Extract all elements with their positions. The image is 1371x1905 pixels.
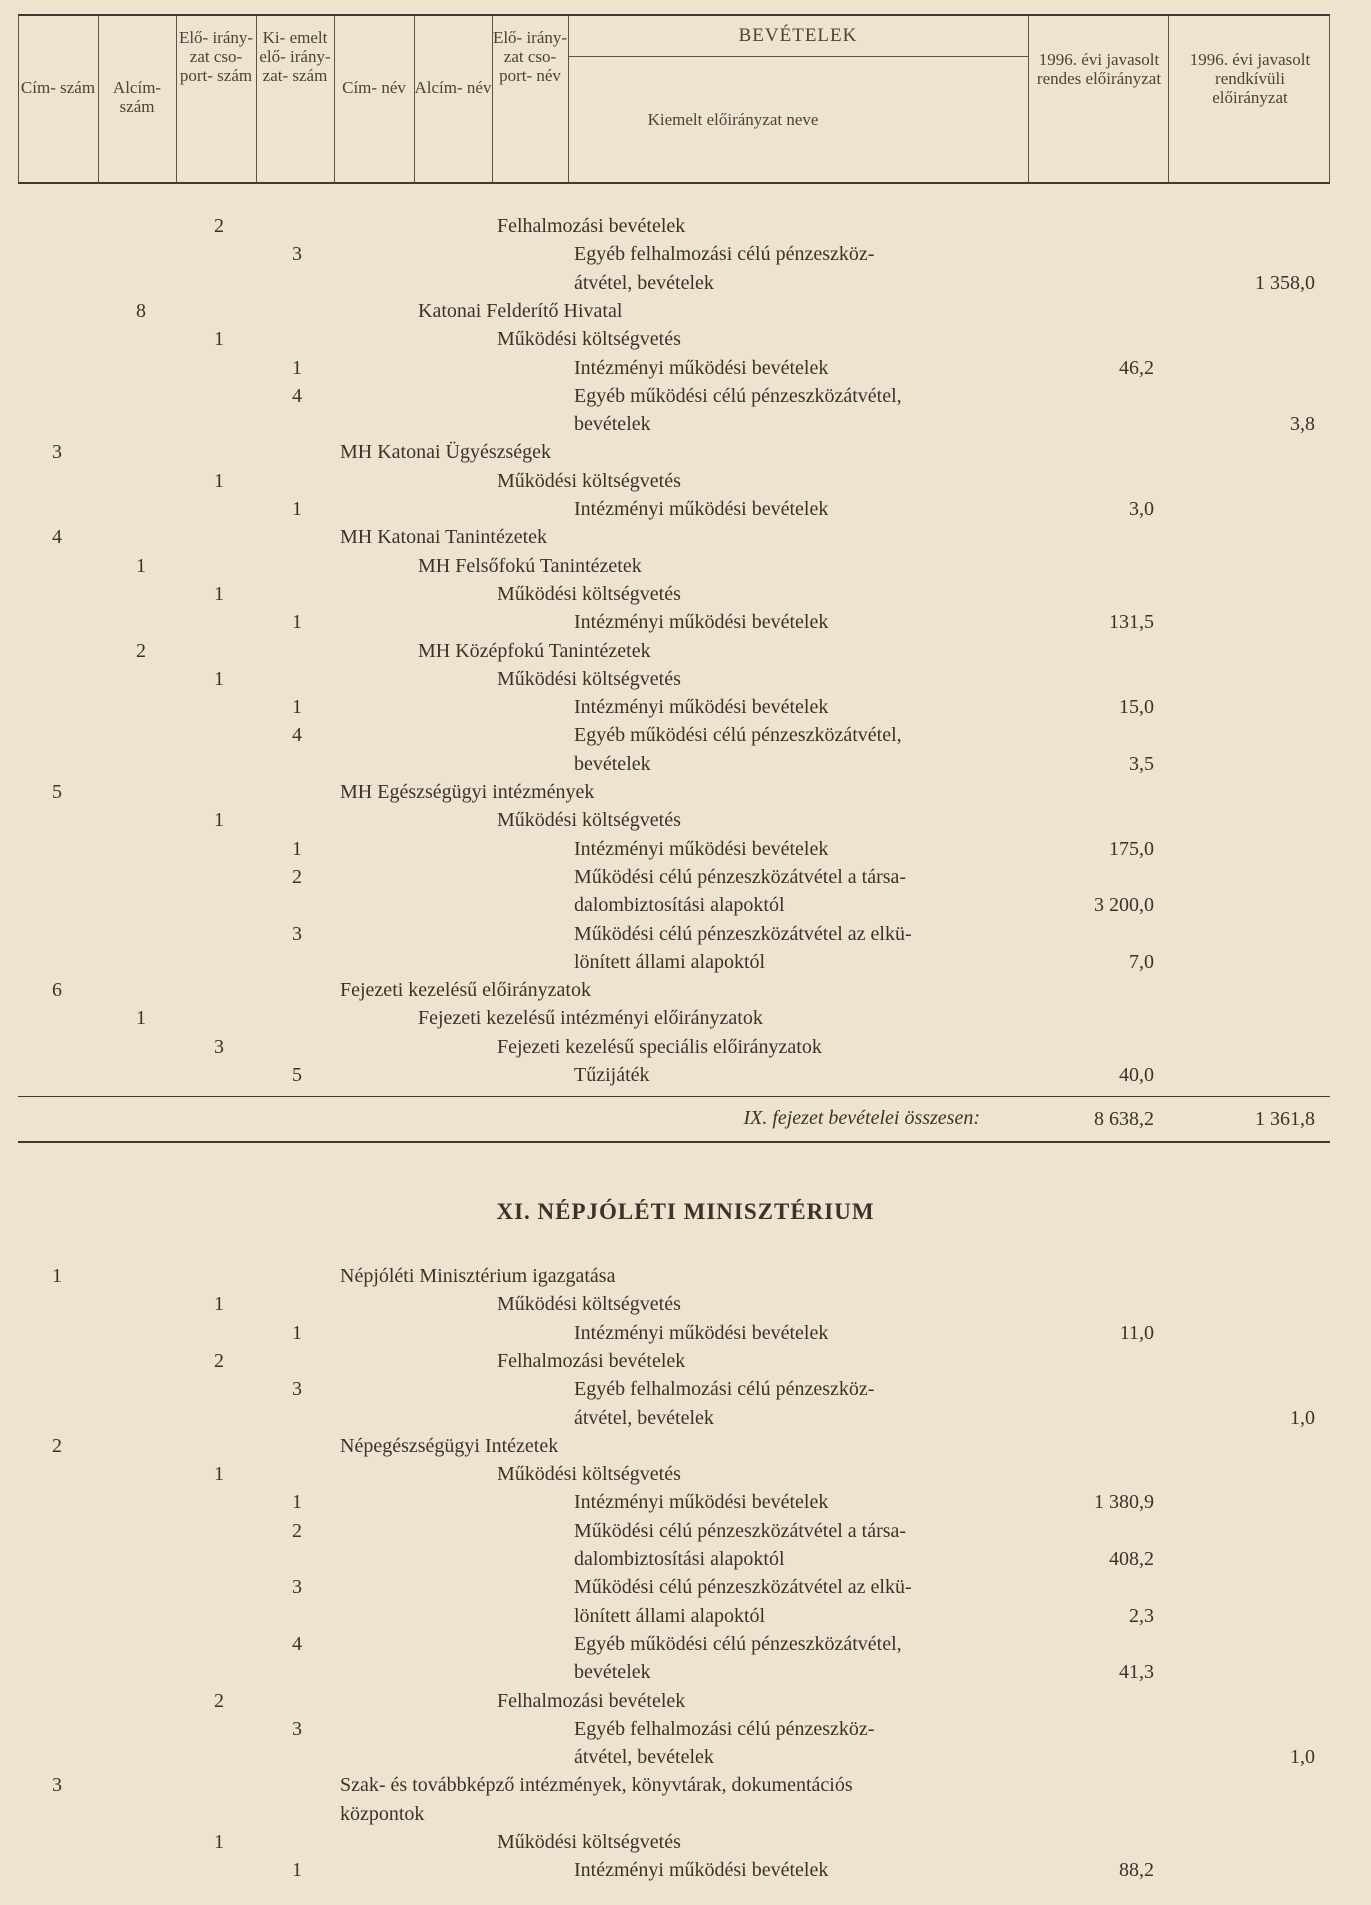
header-alcim-nev: Alcím- név [414, 78, 492, 97]
row-rendes-value: 15,0 [1119, 696, 1154, 719]
row-number: 1 [214, 1831, 224, 1853]
row-label: Népjóléti Minisztérium igazgatása [340, 1265, 616, 1287]
row-label: Egyéb működési célú pénzeszközátvétel, [574, 724, 902, 747]
row-label: Egyéb felhalmozási célú pénzeszköz- [574, 1378, 875, 1401]
row-label: MH Egészségügyi intézmények [340, 781, 595, 803]
row-label: bevételek [574, 1661, 651, 1684]
row-number: 1 [292, 356, 302, 379]
row-label: Tűzijáték [574, 1064, 650, 1086]
row-label: Fejezeti kezelésű speciális előirányzatok [497, 1035, 822, 1058]
row-label: átvétel, bevételek [574, 1406, 714, 1429]
total-rendes: 8 638,2 [1094, 1108, 1154, 1130]
row-number: 3 [214, 1035, 224, 1058]
row-label: Katonai Felderítő Hivatal [418, 299, 623, 322]
row-rendes-value: 131,5 [1109, 611, 1154, 634]
row-label: dalombiztosítási alapoktól [574, 894, 785, 917]
row-label: MH Katonai Tanintézetek [340, 526, 548, 549]
row-label: Működési célú pénzeszközátvétel az elkü- [574, 922, 912, 945]
row-number: 1 [214, 1293, 224, 1316]
row-number: 3 [292, 243, 302, 266]
row-number: 2 [52, 1434, 62, 1457]
row-label: Működési célú pénzeszközátvétel a társa- [574, 1519, 907, 1542]
total-label: IX. fejezet bevételei összesen: [743, 1107, 980, 1129]
row-number: 2 [214, 215, 224, 237]
row-label: Intézményi működési bevételek [574, 837, 829, 860]
row-number: 1 [214, 469, 224, 492]
row-number: 1 [214, 809, 224, 832]
row-label: Intézményi működési bevételek [574, 696, 829, 719]
header-cim-szam: Cím- szám [20, 78, 96, 97]
row-number: 2 [292, 865, 302, 888]
row-label: Szak- és továbbképző intézmények, könyvtárak, dokumentációs [340, 1774, 853, 1797]
row-number: 1 [136, 554, 146, 577]
row-number: 4 [292, 1632, 302, 1655]
row-label: Működési költségvetés [497, 469, 681, 492]
row-rendes-value: 41,3 [1119, 1661, 1154, 1684]
section-title: XI. NÉPJÓLÉTI MINISZTÉRIUM [496, 1199, 875, 1224]
row-number: 1 [292, 498, 302, 520]
row-label: Felhalmozási bevételek [497, 1689, 686, 1712]
row-label: bevételek [574, 413, 651, 436]
row-label: Egyéb felhalmozási célú pénzeszköz- [574, 243, 875, 266]
row-number: 1 [136, 1007, 146, 1030]
row-rendes-value: 3,5 [1129, 752, 1154, 775]
header-eloiranyzat-csoport-szam: Elő- irány- zat cso- port- szám [178, 28, 254, 85]
row-label: bevételek [574, 752, 651, 775]
header-cim-nev: Cím- név [342, 78, 406, 97]
row-label: Működési költségvetés [497, 1293, 681, 1316]
row-label: központok [340, 1802, 425, 1825]
row-label: Működési költségvetés [497, 667, 681, 690]
row-label: átvétel, bevételek [574, 271, 714, 294]
row-number: 3 [52, 1774, 62, 1797]
row-label: MH Felsőfokú Tanintézetek [418, 554, 642, 577]
row-number: 2 [214, 1349, 224, 1372]
row-number: 2 [292, 1519, 302, 1542]
row-number: 1 [292, 611, 302, 634]
row-label: Felhalmozási bevételek [497, 215, 686, 237]
row-number: 1 [292, 1491, 302, 1514]
row-number: 1 [292, 696, 302, 719]
header-kiemelt-nev: Kiemelt előirányzat neve [647, 110, 819, 129]
header-eloiranyzat-csoport-nev: Elő- irány- zat cso- port- név [492, 28, 568, 85]
row-number: 1 [214, 328, 224, 351]
row-number: 5 [292, 1064, 302, 1086]
row-label: Működési költségvetés [497, 1463, 681, 1486]
row-rendes-value: 175,0 [1109, 837, 1154, 860]
row-number: 1 [214, 667, 224, 690]
row-number: 1 [292, 1859, 302, 1882]
row-label: Működési költségvetés [497, 1831, 681, 1853]
row-rendes-value: 11,0 [1119, 1321, 1154, 1344]
header-bevetelek: BEVÉTELEK [738, 25, 858, 46]
total-top-rule [18, 1096, 1330, 1097]
row-number: 3 [292, 922, 302, 945]
row-rendes-value: 3 200,0 [1094, 894, 1154, 917]
row-label: Intézményi működési bevételek [574, 1491, 829, 1514]
header-rendes: 1996. évi javasolt rendes előirányzat [1036, 50, 1162, 88]
row-rendkivuli-value: 3,8 [1290, 413, 1315, 436]
row-number: 4 [292, 384, 302, 407]
row-number: 4 [52, 526, 62, 549]
row-rendes-value: 46,2 [1119, 356, 1154, 379]
row-number: 3 [292, 1717, 302, 1740]
row-number: 3 [52, 441, 62, 464]
row-number: 4 [292, 724, 302, 747]
table-header [18, 14, 1330, 184]
row-label: lönített állami alapoktól [574, 950, 766, 973]
row-number: 5 [52, 781, 62, 803]
row-label: Fejezeti kezelésű intézményi előirányzatok [418, 1007, 763, 1030]
row-number: 3 [292, 1576, 302, 1599]
row-label: dalombiztosítási alapoktól [574, 1548, 785, 1570]
row-rendes-value: 7,0 [1129, 950, 1154, 973]
row-rendes-value: 3,0 [1129, 498, 1154, 520]
row-label: Működési költségvetés [497, 328, 681, 351]
row-label: Működési célú pénzeszközátvétel az elkü- [574, 1576, 912, 1599]
row-number: 2 [136, 639, 146, 662]
row-label: Intézményi működési bevételek [574, 611, 829, 634]
row-label: Népegészségügyi Intézetek [340, 1434, 559, 1457]
row-rendkivuli-value: 1,0 [1290, 1406, 1315, 1429]
row-number: 1 [214, 1463, 224, 1486]
row-label: Működési költségvetés [497, 809, 681, 832]
row-label: átvétel, bevételek [574, 1746, 714, 1769]
row-rendes-value: 1 380,9 [1094, 1491, 1154, 1514]
row-label: MH Középfokú Tanintézetek [418, 639, 651, 662]
row-number: 1 [292, 837, 302, 860]
row-label: Intézményi működési bevételek [574, 1859, 829, 1882]
row-rendes-value: 40,0 [1119, 1064, 1154, 1086]
row-label: Intézményi működési bevételek [574, 498, 829, 520]
row-rendkivuli-value: 1 358,0 [1255, 271, 1315, 294]
row-rendes-value: 88,2 [1119, 1859, 1154, 1882]
row-number: 6 [52, 979, 62, 1002]
row-label: lönített állami alapoktól [574, 1604, 766, 1627]
row-number: 1 [292, 1321, 302, 1344]
total-rendkivuli: 1 361,8 [1255, 1108, 1315, 1130]
row-rendes-value: 2,3 [1129, 1604, 1154, 1627]
row-number: 3 [292, 1378, 302, 1401]
row-label: Működési költségvetés [497, 582, 681, 605]
row-number: 8 [136, 299, 146, 322]
row-number: 2 [214, 1689, 224, 1712]
row-label: Fejezeti kezelésű előirányzatok [340, 979, 591, 1002]
row-label: Felhalmozási bevételek [497, 1349, 686, 1372]
row-rendkivuli-value: 1,0 [1290, 1746, 1315, 1769]
row-label: Egyéb működési célú pénzeszközátvétel, [574, 1632, 902, 1655]
header-alcim-szam: Alcím- szám [112, 78, 162, 116]
row-rendes-value: 408,2 [1109, 1548, 1154, 1570]
row-label: MH Katonai Ügyészségek [340, 441, 552, 464]
row-label: Működési célú pénzeszközátvétel a társa- [574, 865, 907, 888]
header-kiemelt-szam: Ki- emelt elő- irány- zat- szám [259, 28, 331, 85]
row-label: Egyéb felhalmozási célú pénzeszköz- [574, 1717, 875, 1740]
row-number: 1 [214, 582, 224, 605]
header-rendkivuli: 1996. évi javasolt rendkívüli előirányzat [1189, 50, 1311, 107]
total-bottom-rule [18, 1141, 1330, 1143]
row-label: Egyéb működési célú pénzeszközátvétel, [574, 384, 902, 407]
row-number: 1 [52, 1265, 62, 1287]
row-label: Intézményi működési bevételek [574, 1321, 829, 1344]
row-label: Intézményi működési bevételek [574, 356, 829, 379]
